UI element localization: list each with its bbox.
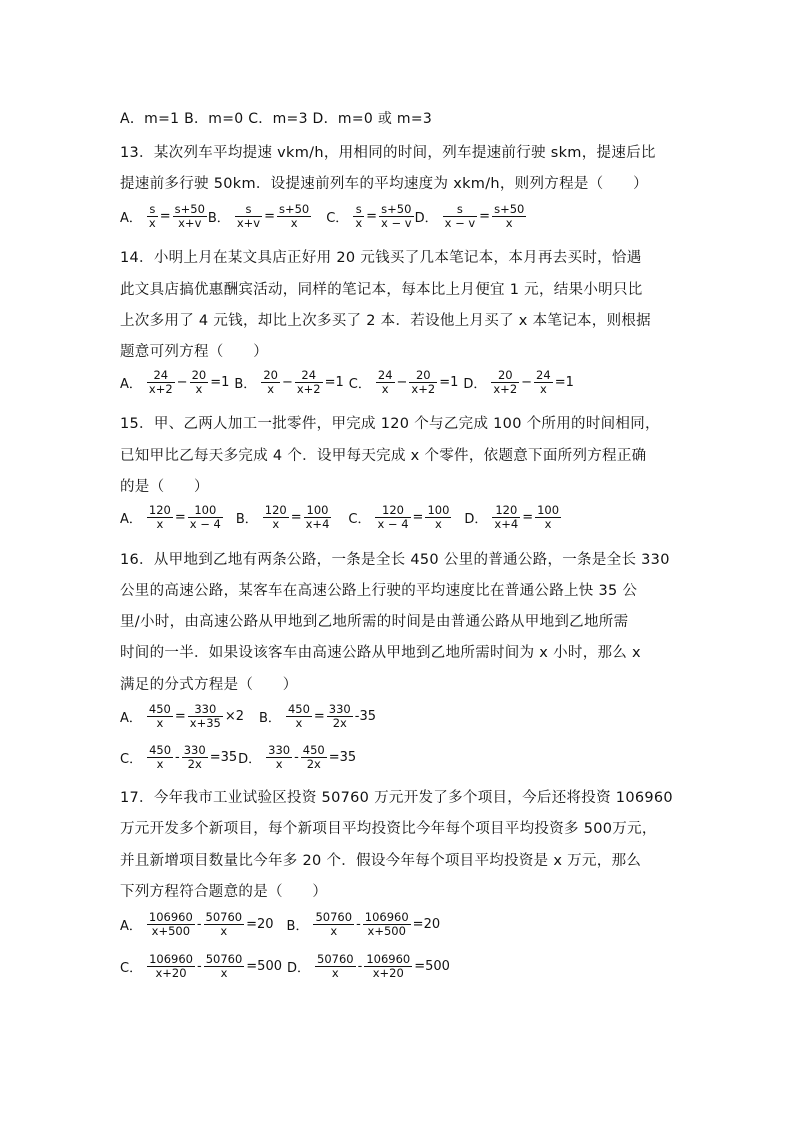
q17-option-c[interactable]: C． $\frac{106960}{x+20}$ - $\frac{50760}{x}$ =500 bbox=[120, 952, 282, 980]
q16-option-d[interactable]: D． $\frac{330}{x}$ - $\frac{450}{2x}$ =35 bbox=[238, 743, 357, 771]
fraction: $\frac{s}{x+v}$ bbox=[236, 202, 261, 230]
fraction: $\frac{s+50}{x+v}$ bbox=[174, 202, 205, 230]
fraction: $\frac{s}{x - v}$ bbox=[444, 202, 476, 230]
option-label: B． bbox=[286, 919, 309, 934]
q17-text-line-1: 17．今年我市工业试验区投资 50760 万元开发了多个项目，今后还将投资 106960 bbox=[120, 790, 673, 806]
q16-option-c[interactable]: C． $\frac{450}{x}$ - $\frac{330}{2x}$ =35 bbox=[120, 743, 238, 771]
option-label: A． bbox=[120, 512, 142, 527]
fraction: $\frac{s+50}{x - v}$ bbox=[381, 202, 412, 230]
fraction: $\frac{s}{x}$ bbox=[355, 202, 363, 230]
option-label: A． bbox=[120, 211, 142, 226]
q15-text-line-2: 已知甲比乙每天多完成 4 个．设甲每天完成 x 个零件，依题意下面所列方程正确 bbox=[120, 448, 647, 464]
fraction: $\frac{s}{x}$ bbox=[148, 202, 156, 230]
q12-options: A．m=1 B．m=0 C．m=3 D．m=0 或 m=3 bbox=[120, 111, 433, 127]
q15-option-a[interactable]: A． $\frac{120}{x}$ = $\frac{100}{x - 4}$ bbox=[120, 503, 221, 531]
fraction: $\frac{50760}{x}$ bbox=[315, 910, 353, 938]
option-label: D． bbox=[287, 961, 311, 976]
fraction: $\frac{120}{x+4}$ bbox=[494, 503, 519, 531]
option-label: C． bbox=[348, 377, 371, 392]
fraction: $\frac{106960}{x+20}$ bbox=[149, 952, 193, 980]
option-label: D． bbox=[238, 752, 262, 767]
fraction: $\frac{106960}{x+500}$ bbox=[148, 910, 193, 938]
q14-text-line-3: 上次多用了 4 元钱，却比上次多买了 2 本．若设他上月买了 x 本笔记本，则根据 bbox=[120, 313, 651, 329]
q16-text-line-5: 满足的分式方程是（ ） bbox=[120, 677, 298, 693]
fraction: $\frac{100}{x}$ bbox=[537, 503, 560, 531]
option-label: C． bbox=[326, 211, 349, 226]
fraction: $\frac{450}{2x}$ bbox=[302, 743, 325, 771]
fraction: $\frac{24}{x}$ bbox=[377, 368, 393, 396]
q13-option-a[interactable]: A． $\frac{s}{x}$ = $\frac{s+50}{x+v}$ bbox=[120, 202, 205, 230]
option-label: C． bbox=[120, 752, 143, 767]
q15-text-line-3: 的是（ ） bbox=[120, 479, 209, 495]
fraction: $\frac{100}{x+4}$ bbox=[305, 503, 330, 531]
option-label: B． bbox=[234, 377, 257, 392]
fraction: $\frac{330}{2x}$ bbox=[328, 702, 351, 730]
option-label: D． bbox=[463, 377, 487, 392]
option-label: B． bbox=[207, 211, 230, 226]
q15-option-b[interactable]: B． $\frac{120}{x}$ = $\frac{100}{x+4}$ bbox=[235, 503, 330, 531]
option-label: A． bbox=[120, 711, 142, 726]
q14-text-line-1: 14．小明上月在某文具店正好用 20 元钱买了几本笔记本，本月再去买时，恰遇 bbox=[120, 250, 642, 266]
q16-option-a[interactable]: A． $\frac{450}{x}$ = $\frac{330}{x+35}$ ×2 bbox=[120, 702, 245, 730]
q13-options bbox=[120, 203, 527, 230]
fraction: $\frac{s+50}{x}$ bbox=[278, 202, 310, 230]
fraction: $\frac{120}{x - 4}$ bbox=[377, 503, 409, 531]
q17-text-line-4: 下列方程符合题意的是（ ） bbox=[120, 884, 328, 900]
fraction: $\frac{50760}{x}$ bbox=[205, 952, 243, 980]
q17-options-row-1 bbox=[120, 911, 441, 938]
q14-text-line-4: 题意可列方程（ ） bbox=[120, 344, 268, 360]
fraction: $\frac{330}{2x}$ bbox=[183, 743, 206, 771]
q16-text-line-4: 时间的一半．如果设该客车由高速公路从甲地到乙地所需时间为 x 小时，那么 x bbox=[120, 645, 641, 661]
q15-options bbox=[120, 504, 562, 531]
option-label: B． bbox=[235, 512, 258, 527]
option-label: A． bbox=[120, 377, 142, 392]
fraction: $\frac{20}{x}$ bbox=[191, 368, 207, 396]
q15-text-line-1: 15．甲、乙两人加工一批零件，甲完成 120 个与乙完成 100 个所用的时间相同， bbox=[120, 416, 660, 432]
option-label: A． bbox=[120, 919, 142, 934]
fraction: $\frac{50760}{x}$ bbox=[317, 952, 354, 980]
q15-option-d[interactable]: D． $\frac{120}{x+4}$ = $\frac{100}{x}$ bbox=[464, 503, 560, 531]
fraction: $\frac{120}{x}$ bbox=[148, 503, 171, 531]
q14-option-c[interactable]: C． $\frac{24}{x}$ − $\frac{20}{x+2}$ =1 bbox=[348, 368, 459, 396]
fraction: $\frac{100}{x - 4}$ bbox=[189, 503, 221, 531]
fraction: $\frac{120}{x}$ bbox=[264, 503, 287, 531]
fraction: $\frac{50760}{x}$ bbox=[205, 910, 243, 938]
fraction: $\frac{20}{x+2}$ bbox=[411, 368, 436, 396]
q16-options-row-1 bbox=[120, 703, 377, 730]
option-label: C． bbox=[120, 961, 143, 976]
q16-text-line-2: 公里的高速公路，某客车在高速公路上行驶的平均速度比在普通公路上快 35 公 bbox=[120, 583, 638, 599]
q14-option-b[interactable]: B． $\frac{20}{x}$ − $\frac{24}{x+2}$ =1 bbox=[234, 368, 344, 396]
q13-option-d[interactable]: D． $\frac{s}{x - v}$ = $\frac{s+50}{x}$ bbox=[414, 202, 525, 230]
fraction: $\frac{s+50}{x}$ bbox=[494, 202, 525, 230]
q17-option-b[interactable]: B． $\frac{50760}{x}$ - $\frac{106960}{x+500}$ =20 bbox=[286, 910, 441, 938]
q17-option-a[interactable]: A． $\frac{106960}{x+500}$ - $\frac{50760}{x}$ =20 bbox=[120, 910, 274, 938]
q14-option-d[interactable]: D． $\frac{20}{x+2}$ − $\frac{24}{x}$ =1 bbox=[463, 368, 574, 396]
q16-text-line-3: 里/小时，由高速公路从甲地到乙地所需的时间是由普通公路从甲地到乙地所需 bbox=[120, 614, 629, 630]
fraction: $\frac{450}{x}$ bbox=[148, 702, 171, 730]
q14-options bbox=[120, 369, 575, 396]
q17-text-line-3: 并且新增项目数量比今年多 20 个．假设今年每个项目平均投资是 x 万元，那么 bbox=[120, 853, 642, 869]
fraction: $\frac{330}{x+35}$ bbox=[189, 702, 221, 730]
q13-option-c[interactable]: C． $\frac{s}{x}$ = $\frac{s+50}{x - v}$ bbox=[326, 202, 412, 230]
option-label: D． bbox=[414, 211, 438, 226]
q16-option-b[interactable]: B． $\frac{450}{x}$ = $\frac{330}{2x}$ -35 bbox=[259, 702, 376, 730]
q14-text-line-2: 此文具店搞优惠酬宾活动，同样的笔记本，每本比上月便宜 1 元，结果小明只比 bbox=[120, 282, 643, 298]
fraction: $\frac{106960}{x+500}$ bbox=[364, 910, 409, 938]
fraction: $\frac{450}{x}$ bbox=[287, 702, 310, 730]
option-label: B． bbox=[259, 711, 281, 726]
option-label: C． bbox=[348, 512, 371, 527]
fraction: $\frac{330}{x}$ bbox=[268, 743, 291, 771]
q14-option-a[interactable]: A． $\frac{24}{x+2}$ − $\frac{20}{x}$ =1 bbox=[120, 368, 230, 396]
q15-option-c[interactable]: C． $\frac{120}{x - 4}$ = $\frac{100}{x}$ bbox=[348, 503, 450, 531]
fraction: $\frac{24}{x}$ bbox=[536, 368, 551, 396]
q13-option-b[interactable]: B． $\frac{s}{x+v}$ = $\frac{s+50}{x}$ bbox=[207, 202, 310, 230]
fraction: $\frac{106960}{x+20}$ bbox=[366, 952, 411, 980]
q17-options-row-2 bbox=[120, 953, 451, 980]
fraction: $\frac{20}{x}$ bbox=[263, 368, 278, 396]
q13-text-line-2: 提速前多行驶 50km．设提速前列车的平均速度为 xkm/h，则列方程是（ ） bbox=[120, 176, 648, 192]
q17-option-d[interactable]: D． $\frac{50760}{x}$ - $\frac{106960}{x+20}$ =500 bbox=[287, 952, 450, 980]
q16-options-row-2 bbox=[120, 744, 357, 771]
fraction: $\frac{24}{x+2}$ bbox=[148, 368, 173, 396]
fraction: $\frac{100}{x}$ bbox=[427, 503, 450, 531]
fraction: $\frac{20}{x+2}$ bbox=[493, 368, 518, 396]
option-label: D． bbox=[464, 512, 488, 527]
q17-text-line-2: 万元开发多个新项目，每个新项目平均投资比今年每个项目平均投资多 500万元， bbox=[120, 821, 657, 837]
fraction: $\frac{450}{x}$ bbox=[149, 743, 172, 771]
fraction: $\frac{24}{x+2}$ bbox=[296, 368, 321, 396]
q13-text-line-1: 13．某次列车平均提速 vkm/h，用相同的时间，列车提速前行驶 skm，提速后比 bbox=[120, 145, 656, 161]
q16-text-line-1: 16．从甲地到乙地有两条公路，一条是全长 450 公里的普通公路，一条是全长 330 bbox=[120, 552, 670, 568]
